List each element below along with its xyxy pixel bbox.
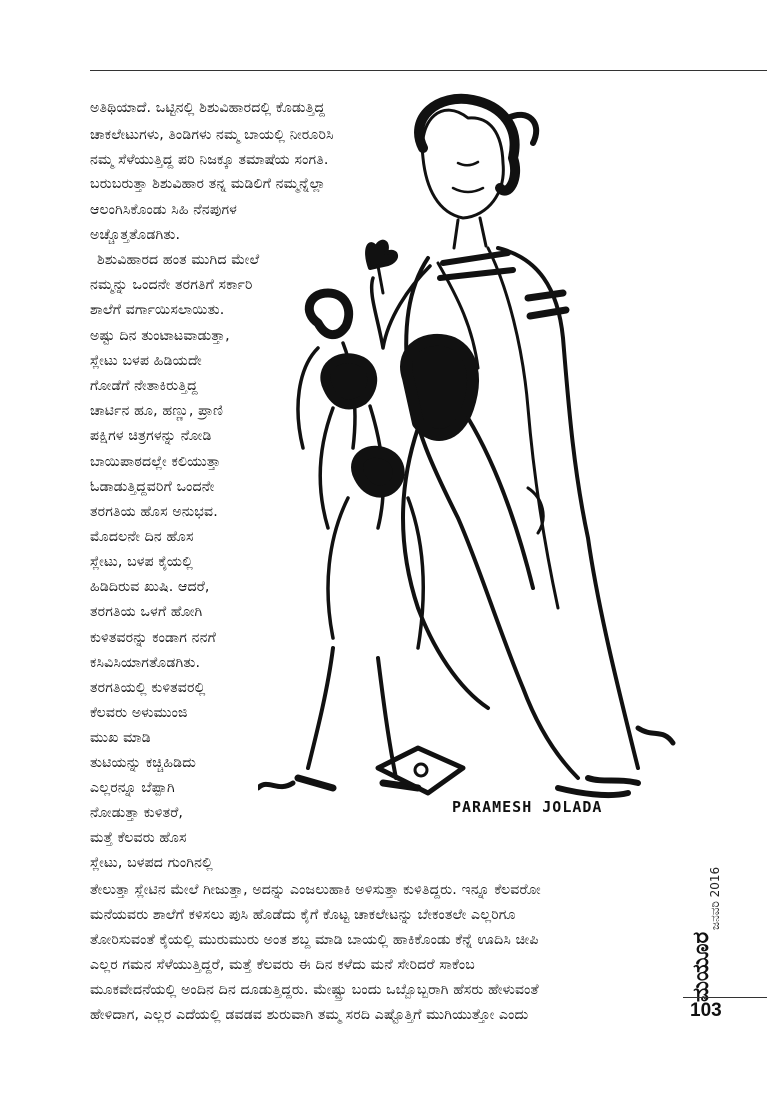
body-text-line: ತರಗತಿಯ ಹೊಸ ಅನುಭವ. (90, 504, 218, 520)
page-number: 103 (690, 1000, 722, 1021)
body-text-line: ನಮ್ಮ ಸೆಳೆಯುತ್ತಿದ್ದ ಪರಿ ನಿಜಕ್ಕೂ ತಮಾಷೆಯ ಸಂಗತಿ. (90, 152, 329, 168)
body-text-line: ಹೇಳಿದಾಗ, ಎಲ್ಲರ ಎದೆಯಲ್ಲಿ ಡವಡವ ಶುರುವಾಗಿ ತಮ್ಮ ಸರದಿ ಎಷ್ಟೊತ್ತಿಗೆ ಮುಗಿಯುತ್ತೋ ಎಂದು (90, 1007, 529, 1023)
body-text-line: ಅಷ್ಟು ದಿನ ತುಂಟಾಟವಾಡುತ್ತಾ, (90, 328, 230, 344)
body-text-line: ಕೆಲವರು ಅಳುಮುಂಜಿ (90, 705, 188, 721)
body-text-line: ಸ್ಲೇಟು ಬಳಪ ಹಿಡಿಯದೇ (90, 353, 202, 369)
body-text-line: ತೇಲುತ್ತಾ ಸ್ಲೇಟಿನ ಮೇಲೆ ಗೀಜುತ್ತಾ, ಅದನ್ನು ಎಂಜಲುಹಾಕಿ ಅಳಿಸುತ್ತಾ ಕುಳಿತಿದ್ದರು. ಇನ್ನೂ ಕೆಲವರೋ (90, 882, 541, 898)
body-text-line: ಹಿಡಿದಿರುವ ಖುಷಿ. ಆದರೆ, (90, 579, 210, 595)
body-text-line: ನೋಡುತ್ತಾ ಕುಳಿತರೆ, (90, 805, 184, 821)
top-rule (90, 70, 767, 71)
body-text-line: ಚಾಕಲೇಟುಗಳು, ತಿಂಡಿಗಳು ನಮ್ಮ ಬಾಯಲ್ಲಿ ನೀರೂರಿಸಿ (90, 127, 334, 143)
artist-signature: PARAMESH JOLADA (452, 798, 603, 816)
body-text-line: ಮನೆಯವರು ಶಾಲೆಗೆ ಕಳಿಸಲು ಪುಸಿ ಹೊಡೆದು ಕೈಗೆ ಕೊಟ್ಟ ಚಾಕಲೇಟನ್ನು ಬೇಕಂತಲೇ ಎಲ್ಲರಿಗೂ (90, 907, 516, 923)
body-text-line: ಓಡಾಡುತ್ತಿದ್ದವರಿಗೆ ಒಂದನೇ (90, 479, 215, 495)
body-text-line: ಕುಳಿತವರನ್ನು ಕಂಡಾಗ ನನಗೆ (90, 630, 216, 646)
body-text-line: ಆಲಂಗಿಸಿಕೊಂಡು ಸಿಹಿ ನೆನಪುಗಳ (90, 202, 238, 218)
body-text-line: ಅಚ್ಚೊತ್ತತೊಡಗಿತು. (90, 227, 181, 243)
body-text-line: ಬರುಬರುತ್ತಾ ಶಿಶುವಿಹಾರ ತನ್ನ ಮಡಿಲಿಗೆ ನಮ್ಮನ್ನೆಲ್ಲಾ (90, 176, 326, 192)
body-text-line: ತರಗತಿಯ ಒಳಗೆ ಹೋಗಿ (90, 604, 203, 620)
body-text-line: ಮೂಕವೇದನೆಯಲ್ಲಿ ಅಂದಿನ ದಿನ ದೂಡುತ್ತಿದ್ದರು. ಮೇಷ್ಟ್ರು ಬಂದು ಒಬ್ಬೊಬ್ಬರಾಗಿ ಹೆಸರು ಹೇಳುವಂತೆ (90, 982, 539, 998)
body-text-line: ತುಟಿಯನ್ನು ಕಚ್ಚಿಹಿಡಿದು (90, 755, 197, 771)
body-text-line: ಅತಿಥಿಯಾದೆ. ಒಟ್ಟಿನಲ್ಲಿ ಶಿಶುವಿಹಾರದಲ್ಲಿ ಕೊಡುತ್ತಿದ್ದ (90, 100, 326, 116)
body-text-line: ಚಾರ್ಟಿನ ಹೂ, ಹಣ್ಣು, ಪ್ರಾಣಿ (90, 403, 224, 419)
body-text-line: ತೋರಿಸುವಂತೆ ಕೈಯಲ್ಲಿ ಮುರುಮುರು ಅಂತ ಶಬ್ದ ಮಾಡಿ ಬಾಯಲ್ಲಿ ಹಾಕಿಕೊಂಡು ಕೆನ್ನೆ ಊದಿಸಿ ಚೀಪಿ (90, 932, 539, 948)
body-text-line: ಶಿಶುವಿಹಾರದ ಹಂತ ಮುಗಿದ ಮೇಲೆ (97, 252, 260, 268)
body-text-line: ನಮ್ಮನ್ನು ಒಂದನೇ ತರಗತಿಗೆ ಸರ್ಕಾರಿ (90, 277, 253, 293)
body-text-line: ಎಲ್ಲರನ್ನೂ ಬೆಪ್ಪಾಗಿ (90, 780, 175, 796)
body-text-line: ತರಗತಿಯಲ್ಲಿ ಕುಳಿತವರಲ್ಲಿ (90, 680, 206, 696)
body-text-line: ಮತ್ತೆ ಕೆಲವರು ಹೊಸ (90, 830, 187, 846)
body-text-line: ಮೊದಲನೇ ದಿನ ಹೊಸ (90, 529, 194, 545)
body-text-line: ಬಾಯಿಪಾಠದಲ್ಲೇ ಕಲಿಯುತ್ತಾ (90, 454, 221, 470)
body-text-line: ಗೋಡೆಗೆ ನೇತಾಕಿರುತ್ತಿದ್ದ (90, 378, 198, 394)
body-text-line: ಕಸಿವಿಸಿಯಾಗತೊಡಗಿತು. (90, 655, 201, 671)
body-text-line: ಸ್ಲೇಟು, ಬಳಪ ಕೈಯಲ್ಲಿ (90, 554, 194, 570)
body-text-line: ಶಾಲೆಗೆ ವರ್ಗಾಯಿಸಲಾಯಿತು. (90, 302, 225, 318)
body-text-line: ಪಕ್ಷಿಗಳ ಚಿತ್ರಗಳನ್ನು ನೋಡಿ (90, 428, 212, 444)
body-text-line: ಮುಖ ಮಾಡಿ (90, 730, 151, 746)
ink-illustration-teacher-children (258, 88, 678, 828)
magazine-name: ಮಯೂರ (689, 931, 714, 1002)
body-text-line: ಎಲ್ಲರ ಗಮನ ಸೆಳೆಯುತ್ತಿದ್ದರೆ, ಮತ್ತೆ ಕೆಲವರು ಈ ದಿನ ಕಳೆದು ಮನೆ ಸೇರಿದರೆ ಸಾಕೆಂಬ (90, 957, 475, 973)
issue-date: ಜನವರಿ 2016 (708, 866, 722, 930)
body-text-line: ಸ್ಲೇಟು, ಬಳಪದ ಗುಂಗಿನಲ್ಲಿ (90, 855, 213, 871)
bottom-rule (683, 997, 767, 998)
